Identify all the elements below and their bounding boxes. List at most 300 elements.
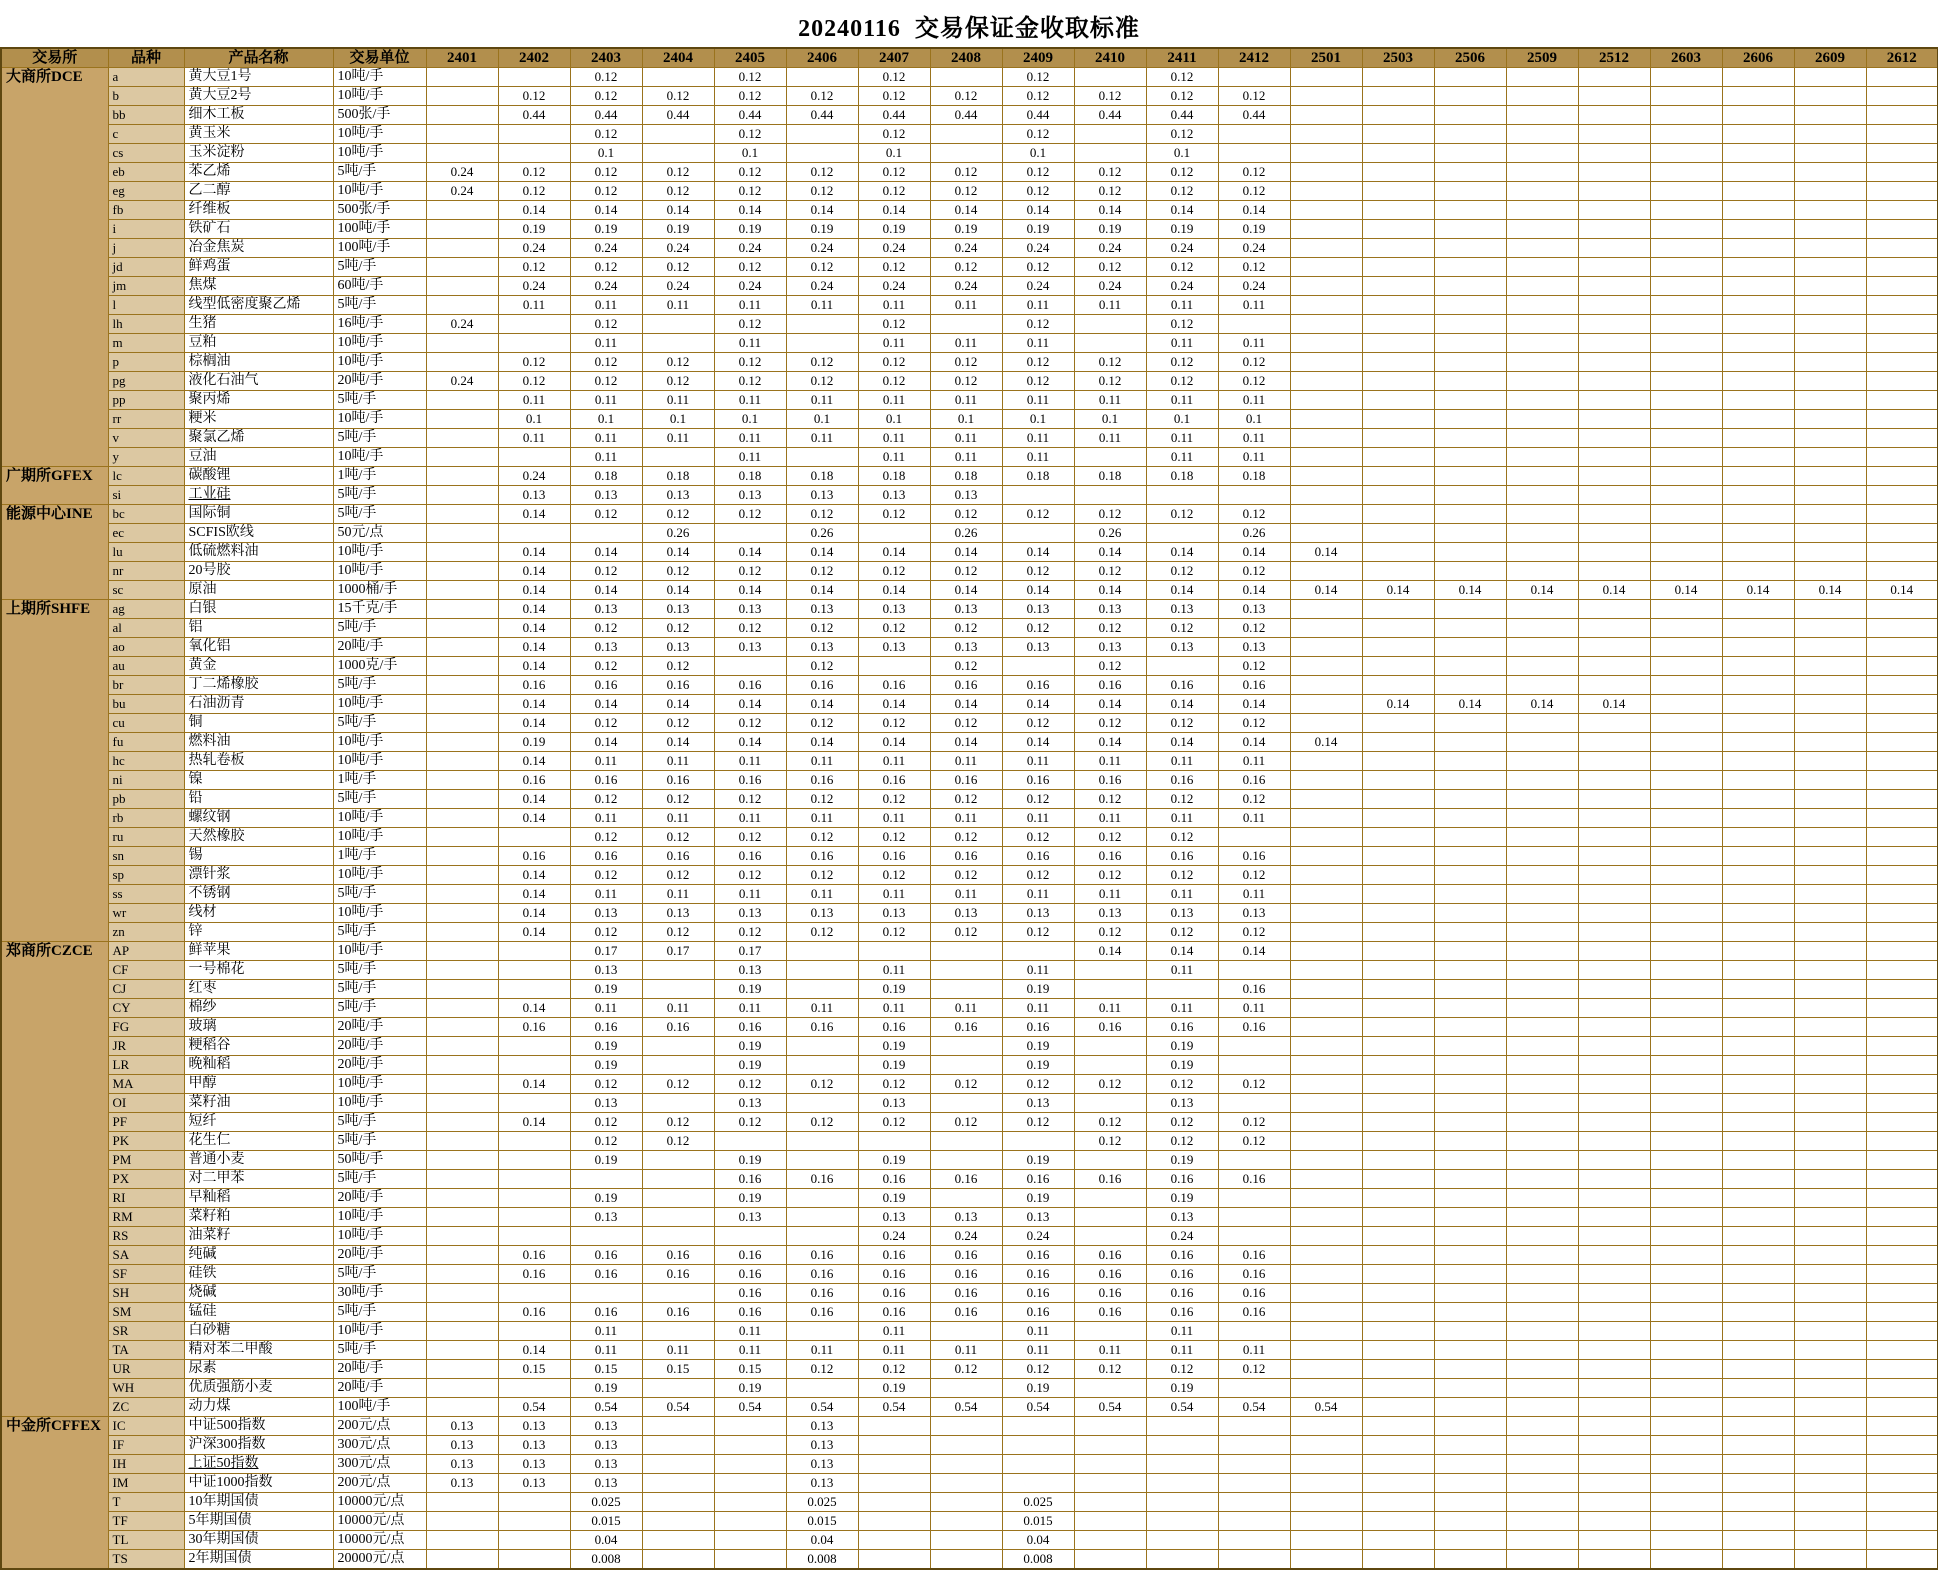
empty-cell[interactable] xyxy=(1578,106,1650,125)
empty-cell[interactable] xyxy=(1722,771,1794,790)
empty-cell[interactable] xyxy=(786,1189,858,1208)
empty-cell[interactable] xyxy=(426,1303,498,1322)
margin-value-cell[interactable]: 0.16 xyxy=(1074,1265,1146,1284)
variety-code-cell[interactable]: SA xyxy=(108,1246,184,1265)
empty-cell[interactable] xyxy=(426,239,498,258)
variety-code-cell[interactable]: bu xyxy=(108,695,184,714)
empty-cell[interactable] xyxy=(1722,733,1794,752)
empty-cell[interactable] xyxy=(426,999,498,1018)
product-name-cell[interactable]: 粳稻谷 xyxy=(184,1037,333,1056)
product-name-cell[interactable]: 丁二烯橡胶 xyxy=(184,676,333,695)
empty-cell[interactable] xyxy=(1650,790,1722,809)
empty-cell[interactable] xyxy=(1290,315,1362,334)
margin-value-cell[interactable]: 0.14 xyxy=(1794,581,1866,600)
empty-cell[interactable] xyxy=(1434,847,1506,866)
empty-cell[interactable] xyxy=(1218,1056,1290,1075)
empty-cell[interactable] xyxy=(1866,562,1938,581)
margin-value-cell[interactable]: 0.14 xyxy=(1506,581,1578,600)
margin-value-cell[interactable]: 0.16 xyxy=(858,1246,930,1265)
empty-cell[interactable] xyxy=(1218,1208,1290,1227)
empty-cell[interactable] xyxy=(930,125,1002,144)
margin-value-cell[interactable]: 0.54 xyxy=(498,1398,570,1417)
margin-value-cell[interactable]: 0.54 xyxy=(1146,1398,1218,1417)
empty-cell[interactable] xyxy=(1362,1455,1434,1474)
empty-cell[interactable] xyxy=(1650,980,1722,999)
month-header[interactable]: 2401 xyxy=(426,48,498,68)
margin-value-cell[interactable]: 0.14 xyxy=(1218,733,1290,752)
empty-cell[interactable] xyxy=(642,1284,714,1303)
margin-value-cell[interactable]: 0.24 xyxy=(858,1227,930,1246)
empty-cell[interactable] xyxy=(1866,847,1938,866)
margin-value-cell[interactable]: 0.12 xyxy=(858,353,930,372)
margin-value-cell[interactable]: 0.13 xyxy=(426,1417,498,1436)
empty-cell[interactable] xyxy=(1002,486,1074,505)
margin-value-cell[interactable]: 0.24 xyxy=(1002,239,1074,258)
empty-cell[interactable] xyxy=(1434,562,1506,581)
margin-value-cell[interactable]: 0.13 xyxy=(858,486,930,505)
empty-cell[interactable] xyxy=(1650,1379,1722,1398)
trade-unit-cell[interactable]: 5吨/手 xyxy=(333,961,426,980)
empty-cell[interactable] xyxy=(1794,334,1866,353)
margin-value-cell[interactable]: 0.19 xyxy=(570,220,642,239)
empty-cell[interactable] xyxy=(1722,410,1794,429)
empty-cell[interactable] xyxy=(642,1037,714,1056)
empty-cell[interactable] xyxy=(1362,1170,1434,1189)
empty-cell[interactable] xyxy=(1290,239,1362,258)
empty-cell[interactable] xyxy=(1362,999,1434,1018)
margin-value-cell[interactable]: 0.14 xyxy=(570,695,642,714)
variety-code-cell[interactable]: RI xyxy=(108,1189,184,1208)
empty-cell[interactable] xyxy=(1218,1094,1290,1113)
margin-value-cell[interactable]: 0.11 xyxy=(786,429,858,448)
margin-value-cell[interactable]: 0.14 xyxy=(786,543,858,562)
variety-code-cell[interactable]: CF xyxy=(108,961,184,980)
trade-unit-cell[interactable]: 10吨/手 xyxy=(333,904,426,923)
empty-cell[interactable] xyxy=(1650,467,1722,486)
empty-cell[interactable] xyxy=(1866,448,1938,467)
empty-cell[interactable] xyxy=(426,201,498,220)
empty-cell[interactable] xyxy=(1506,106,1578,125)
margin-value-cell[interactable]: 0.12 xyxy=(1074,1075,1146,1094)
margin-value-cell[interactable]: 0.14 xyxy=(1146,543,1218,562)
empty-cell[interactable] xyxy=(1290,486,1362,505)
margin-value-cell[interactable]: 0.12 xyxy=(1218,562,1290,581)
margin-value-cell[interactable]: 0.12 xyxy=(714,372,786,391)
margin-value-cell[interactable]: 0.12 xyxy=(1074,923,1146,942)
empty-cell[interactable] xyxy=(1866,1037,1938,1056)
margin-value-cell[interactable]: 0.025 xyxy=(786,1493,858,1512)
margin-value-cell[interactable]: 0.18 xyxy=(930,467,1002,486)
margin-value-cell[interactable]: 0.11 xyxy=(858,448,930,467)
empty-cell[interactable] xyxy=(1506,1379,1578,1398)
trade-unit-cell[interactable]: 5吨/手 xyxy=(333,1303,426,1322)
trade-unit-cell[interactable]: 30吨/手 xyxy=(333,1284,426,1303)
empty-cell[interactable] xyxy=(1578,714,1650,733)
trade-unit-cell[interactable]: 5吨/手 xyxy=(333,1265,426,1284)
empty-cell[interactable] xyxy=(1722,467,1794,486)
margin-value-cell[interactable]: 0.14 xyxy=(1362,695,1434,714)
product-name-cell[interactable]: 30年期国债 xyxy=(184,1531,333,1550)
empty-cell[interactable] xyxy=(1794,277,1866,296)
margin-value-cell[interactable]: 0.14 xyxy=(1290,543,1362,562)
margin-value-cell[interactable]: 0.11 xyxy=(1146,429,1218,448)
empty-cell[interactable] xyxy=(1074,1322,1146,1341)
empty-cell[interactable] xyxy=(1722,828,1794,847)
empty-cell[interactable] xyxy=(642,315,714,334)
margin-value-cell[interactable]: 0.18 xyxy=(1002,467,1074,486)
variety-code-cell[interactable]: LR xyxy=(108,1056,184,1075)
margin-value-cell[interactable]: 0.14 xyxy=(642,201,714,220)
empty-cell[interactable] xyxy=(1794,1550,1866,1570)
margin-value-cell[interactable]: 0.12 xyxy=(642,258,714,277)
margin-value-cell[interactable]: 0.44 xyxy=(1074,106,1146,125)
empty-cell[interactable] xyxy=(1650,1208,1722,1227)
margin-value-cell[interactable]: 0.16 xyxy=(1002,1284,1074,1303)
product-name-cell[interactable]: 螺纹钢 xyxy=(184,809,333,828)
variety-code-cell[interactable]: rb xyxy=(108,809,184,828)
empty-cell[interactable] xyxy=(1722,239,1794,258)
empty-cell[interactable] xyxy=(1290,847,1362,866)
empty-cell[interactable] xyxy=(642,1474,714,1493)
empty-cell[interactable] xyxy=(498,1512,570,1531)
month-header[interactable]: 2409 xyxy=(1002,48,1074,68)
empty-cell[interactable] xyxy=(1290,828,1362,847)
margin-value-cell[interactable]: 0.19 xyxy=(1074,220,1146,239)
margin-value-cell[interactable]: 0.18 xyxy=(1218,467,1290,486)
empty-cell[interactable] xyxy=(1650,239,1722,258)
variety-code-cell[interactable]: IM xyxy=(108,1474,184,1493)
empty-cell[interactable] xyxy=(786,1056,858,1075)
margin-value-cell[interactable]: 0.1 xyxy=(1146,410,1218,429)
empty-cell[interactable] xyxy=(1794,163,1866,182)
margin-value-cell[interactable]: 0.13 xyxy=(570,1436,642,1455)
empty-cell[interactable] xyxy=(1362,1227,1434,1246)
empty-cell[interactable] xyxy=(1722,1056,1794,1075)
product-name-cell[interactable]: 镍 xyxy=(184,771,333,790)
empty-cell[interactable] xyxy=(1794,1227,1866,1246)
empty-cell[interactable] xyxy=(930,1189,1002,1208)
margin-value-cell[interactable]: 0.12 xyxy=(930,1113,1002,1132)
empty-cell[interactable] xyxy=(642,961,714,980)
empty-cell[interactable] xyxy=(1506,923,1578,942)
empty-cell[interactable] xyxy=(1650,486,1722,505)
margin-value-cell[interactable]: 0.12 xyxy=(1074,182,1146,201)
exchange-cell[interactable]: 上期所SHFE xyxy=(1,600,108,942)
margin-value-cell[interactable]: 0.24 xyxy=(858,239,930,258)
margin-value-cell[interactable]: 0.11 xyxy=(1146,334,1218,353)
empty-cell[interactable] xyxy=(1722,1398,1794,1417)
empty-cell[interactable] xyxy=(1650,1018,1722,1037)
margin-value-cell[interactable]: 0.16 xyxy=(1074,847,1146,866)
empty-cell[interactable] xyxy=(1074,1151,1146,1170)
margin-value-cell[interactable]: 0.12 xyxy=(498,258,570,277)
margin-value-cell[interactable]: 0.12 xyxy=(858,315,930,334)
empty-cell[interactable] xyxy=(1794,885,1866,904)
trade-unit-cell[interactable]: 100吨/手 xyxy=(333,239,426,258)
empty-cell[interactable] xyxy=(1506,543,1578,562)
margin-value-cell[interactable]: 0.1 xyxy=(930,410,1002,429)
empty-cell[interactable] xyxy=(930,1094,1002,1113)
variety-code-cell[interactable]: RS xyxy=(108,1227,184,1246)
empty-cell[interactable] xyxy=(1650,885,1722,904)
margin-value-cell[interactable]: 0.14 xyxy=(498,866,570,885)
empty-cell[interactable] xyxy=(498,1322,570,1341)
empty-cell[interactable] xyxy=(1794,1455,1866,1474)
margin-value-cell[interactable]: 0.19 xyxy=(858,980,930,999)
margin-value-cell[interactable]: 0.12 xyxy=(642,923,714,942)
empty-cell[interactable] xyxy=(1794,144,1866,163)
empty-cell[interactable] xyxy=(1794,315,1866,334)
margin-value-cell[interactable]: 0.04 xyxy=(1002,1531,1074,1550)
trade-unit-cell[interactable]: 10吨/手 xyxy=(333,1094,426,1113)
product-name-cell[interactable]: 鲜鸡蛋 xyxy=(184,258,333,277)
empty-cell[interactable] xyxy=(714,657,786,676)
margin-value-cell[interactable]: 0.12 xyxy=(1002,790,1074,809)
empty-cell[interactable] xyxy=(1434,1474,1506,1493)
empty-cell[interactable] xyxy=(1290,296,1362,315)
empty-cell[interactable] xyxy=(1722,1018,1794,1037)
empty-cell[interactable] xyxy=(1578,1151,1650,1170)
margin-value-cell[interactable]: 0.11 xyxy=(570,334,642,353)
margin-value-cell[interactable]: 0.11 xyxy=(858,429,930,448)
empty-cell[interactable] xyxy=(426,581,498,600)
margin-value-cell[interactable]: 0.14 xyxy=(498,999,570,1018)
empty-cell[interactable] xyxy=(1506,1227,1578,1246)
margin-value-cell[interactable]: 0.16 xyxy=(1218,1303,1290,1322)
month-header[interactable]: 2404 xyxy=(642,48,714,68)
margin-value-cell[interactable]: 0.14 xyxy=(498,657,570,676)
empty-cell[interactable] xyxy=(1218,1322,1290,1341)
margin-value-cell[interactable]: 0.14 xyxy=(786,581,858,600)
empty-cell[interactable] xyxy=(1218,1512,1290,1531)
empty-cell[interactable] xyxy=(1722,695,1794,714)
margin-value-cell[interactable]: 0.11 xyxy=(930,391,1002,410)
empty-cell[interactable] xyxy=(1146,1436,1218,1455)
product-name-cell[interactable]: 液化石油气 xyxy=(184,372,333,391)
empty-cell[interactable] xyxy=(1290,1360,1362,1379)
empty-cell[interactable] xyxy=(1074,1094,1146,1113)
month-header[interactable]: 2509 xyxy=(1506,48,1578,68)
month-header[interactable]: 2501 xyxy=(1290,48,1362,68)
column-header-unit[interactable]: 交易单位 xyxy=(333,48,426,68)
variety-code-cell[interactable]: nr xyxy=(108,562,184,581)
product-name-cell[interactable]: 红枣 xyxy=(184,980,333,999)
empty-cell[interactable] xyxy=(1290,961,1362,980)
empty-cell[interactable] xyxy=(1794,733,1866,752)
margin-value-cell[interactable]: 0.11 xyxy=(1002,391,1074,410)
empty-cell[interactable] xyxy=(426,1246,498,1265)
empty-cell[interactable] xyxy=(1146,486,1218,505)
margin-value-cell[interactable]: 0.19 xyxy=(642,220,714,239)
empty-cell[interactable] xyxy=(426,1360,498,1379)
margin-value-cell[interactable]: 0.11 xyxy=(1146,448,1218,467)
margin-value-cell[interactable]: 0.12 xyxy=(642,790,714,809)
empty-cell[interactable] xyxy=(1578,296,1650,315)
empty-cell[interactable] xyxy=(1722,106,1794,125)
margin-value-cell[interactable]: 0.12 xyxy=(1002,714,1074,733)
margin-value-cell[interactable]: 0.13 xyxy=(714,600,786,619)
margin-value-cell[interactable]: 0.12 xyxy=(1146,1075,1218,1094)
empty-cell[interactable] xyxy=(1866,1056,1938,1075)
trade-unit-cell[interactable]: 20吨/手 xyxy=(333,1360,426,1379)
empty-cell[interactable] xyxy=(1074,1550,1146,1570)
margin-value-cell[interactable]: 0.12 xyxy=(930,258,1002,277)
trade-unit-cell[interactable]: 5吨/手 xyxy=(333,505,426,524)
margin-value-cell[interactable]: 0.12 xyxy=(930,828,1002,847)
empty-cell[interactable] xyxy=(1290,68,1362,87)
empty-cell[interactable] xyxy=(786,144,858,163)
empty-cell[interactable] xyxy=(1434,201,1506,220)
empty-cell[interactable] xyxy=(498,1227,570,1246)
margin-value-cell[interactable]: 0.015 xyxy=(786,1512,858,1531)
exchange-cell[interactable]: 郑商所CZCE xyxy=(1,942,108,1417)
empty-cell[interactable] xyxy=(1578,144,1650,163)
margin-value-cell[interactable]: 0.1 xyxy=(570,410,642,429)
margin-value-cell[interactable]: 0.16 xyxy=(930,676,1002,695)
empty-cell[interactable] xyxy=(1650,1436,1722,1455)
empty-cell[interactable] xyxy=(426,619,498,638)
empty-cell[interactable] xyxy=(1434,296,1506,315)
margin-value-cell[interactable]: 0.16 xyxy=(858,1018,930,1037)
empty-cell[interactable] xyxy=(426,486,498,505)
empty-cell[interactable] xyxy=(426,676,498,695)
empty-cell[interactable] xyxy=(1506,676,1578,695)
empty-cell[interactable] xyxy=(1866,980,1938,999)
empty-cell[interactable] xyxy=(1218,125,1290,144)
empty-cell[interactable] xyxy=(1362,1075,1434,1094)
empty-cell[interactable] xyxy=(1290,657,1362,676)
empty-cell[interactable] xyxy=(1794,429,1866,448)
empty-cell[interactable] xyxy=(1794,1493,1866,1512)
empty-cell[interactable] xyxy=(498,1170,570,1189)
product-name-cell[interactable]: 硅铁 xyxy=(184,1265,333,1284)
margin-value-cell[interactable]: 0.13 xyxy=(1218,904,1290,923)
empty-cell[interactable] xyxy=(1290,1246,1362,1265)
empty-cell[interactable] xyxy=(1866,1512,1938,1531)
margin-value-cell[interactable]: 0.24 xyxy=(1002,277,1074,296)
empty-cell[interactable] xyxy=(1362,505,1434,524)
empty-cell[interactable] xyxy=(1362,391,1434,410)
empty-cell[interactable] xyxy=(1866,600,1938,619)
variety-code-cell[interactable]: cu xyxy=(108,714,184,733)
month-header[interactable]: 2410 xyxy=(1074,48,1146,68)
variety-code-cell[interactable]: WH xyxy=(108,1379,184,1398)
margin-value-cell[interactable]: 0.11 xyxy=(858,961,930,980)
margin-value-cell[interactable]: 0.16 xyxy=(1146,1018,1218,1037)
margin-value-cell[interactable]: 0.16 xyxy=(570,771,642,790)
empty-cell[interactable] xyxy=(930,1417,1002,1436)
empty-cell[interactable] xyxy=(1794,1094,1866,1113)
product-name-cell[interactable]: 晚籼稻 xyxy=(184,1056,333,1075)
empty-cell[interactable] xyxy=(498,942,570,961)
margin-value-cell[interactable]: 0.16 xyxy=(1074,1246,1146,1265)
margin-value-cell[interactable]: 0.14 xyxy=(1146,695,1218,714)
empty-cell[interactable] xyxy=(1650,429,1722,448)
empty-cell[interactable] xyxy=(1362,543,1434,562)
empty-cell[interactable] xyxy=(1290,1417,1362,1436)
empty-cell[interactable] xyxy=(1650,847,1722,866)
margin-value-cell[interactable]: 0.44 xyxy=(642,106,714,125)
month-header[interactable]: 2402 xyxy=(498,48,570,68)
trade-unit-cell[interactable]: 5吨/手 xyxy=(333,1113,426,1132)
empty-cell[interactable] xyxy=(1578,1303,1650,1322)
empty-cell[interactable] xyxy=(714,1417,786,1436)
empty-cell[interactable] xyxy=(1794,410,1866,429)
empty-cell[interactable] xyxy=(1722,961,1794,980)
margin-value-cell[interactable]: 0.13 xyxy=(498,1474,570,1493)
margin-value-cell[interactable]: 0.19 xyxy=(1146,1379,1218,1398)
margin-value-cell[interactable]: 0.12 xyxy=(642,657,714,676)
empty-cell[interactable] xyxy=(1794,961,1866,980)
empty-cell[interactable] xyxy=(858,942,930,961)
empty-cell[interactable] xyxy=(1650,1189,1722,1208)
empty-cell[interactable] xyxy=(426,334,498,353)
empty-cell[interactable] xyxy=(1650,353,1722,372)
margin-value-cell[interactable]: 0.12 xyxy=(1146,866,1218,885)
empty-cell[interactable] xyxy=(930,1493,1002,1512)
empty-cell[interactable] xyxy=(1722,1379,1794,1398)
margin-value-cell[interactable]: 0.14 xyxy=(786,201,858,220)
margin-value-cell[interactable]: 0.11 xyxy=(570,448,642,467)
margin-value-cell[interactable]: 0.14 xyxy=(498,714,570,733)
empty-cell[interactable] xyxy=(1578,1075,1650,1094)
empty-cell[interactable] xyxy=(1578,1037,1650,1056)
margin-value-cell[interactable]: 0.19 xyxy=(786,220,858,239)
margin-value-cell[interactable]: 0.17 xyxy=(714,942,786,961)
margin-value-cell[interactable]: 0.26 xyxy=(1074,524,1146,543)
product-name-cell[interactable]: 棕榈油 xyxy=(184,353,333,372)
empty-cell[interactable] xyxy=(1794,657,1866,676)
empty-cell[interactable] xyxy=(1722,182,1794,201)
variety-code-cell[interactable]: lh xyxy=(108,315,184,334)
margin-value-cell[interactable]: 0.12 xyxy=(642,828,714,847)
empty-cell[interactable] xyxy=(1866,106,1938,125)
empty-cell[interactable] xyxy=(1506,1303,1578,1322)
empty-cell[interactable] xyxy=(1290,1113,1362,1132)
empty-cell[interactable] xyxy=(1722,505,1794,524)
margin-value-cell[interactable]: 0.12 xyxy=(1074,353,1146,372)
empty-cell[interactable] xyxy=(1794,543,1866,562)
margin-value-cell[interactable]: 0.11 xyxy=(642,296,714,315)
margin-value-cell[interactable]: 0.16 xyxy=(1002,1170,1074,1189)
margin-value-cell[interactable]: 0.11 xyxy=(570,999,642,1018)
margin-value-cell[interactable]: 0.14 xyxy=(570,581,642,600)
trade-unit-cell[interactable]: 10吨/手 xyxy=(333,334,426,353)
empty-cell[interactable] xyxy=(1506,1018,1578,1037)
margin-value-cell[interactable]: 0.16 xyxy=(642,847,714,866)
empty-cell[interactable] xyxy=(1722,1113,1794,1132)
empty-cell[interactable] xyxy=(1290,1493,1362,1512)
empty-cell[interactable] xyxy=(1578,1208,1650,1227)
margin-value-cell[interactable]: 0.12 xyxy=(1218,619,1290,638)
trade-unit-cell[interactable]: 10吨/手 xyxy=(333,809,426,828)
margin-value-cell[interactable]: 0.12 xyxy=(1218,163,1290,182)
variety-code-cell[interactable]: ni xyxy=(108,771,184,790)
trade-unit-cell[interactable]: 5吨/手 xyxy=(333,714,426,733)
margin-value-cell[interactable]: 0.11 xyxy=(858,1322,930,1341)
trade-unit-cell[interactable]: 5吨/手 xyxy=(333,1132,426,1151)
empty-cell[interactable] xyxy=(1650,961,1722,980)
empty-cell[interactable] xyxy=(1794,296,1866,315)
variety-code-cell[interactable]: sc xyxy=(108,581,184,600)
empty-cell[interactable] xyxy=(1362,1208,1434,1227)
empty-cell[interactable] xyxy=(1506,961,1578,980)
margin-value-cell[interactable]: 0.11 xyxy=(714,885,786,904)
empty-cell[interactable] xyxy=(1434,125,1506,144)
variety-code-cell[interactable]: PK xyxy=(108,1132,184,1151)
margin-value-cell[interactable]: 0.12 xyxy=(930,87,1002,106)
trade-unit-cell[interactable]: 10吨/手 xyxy=(333,125,426,144)
